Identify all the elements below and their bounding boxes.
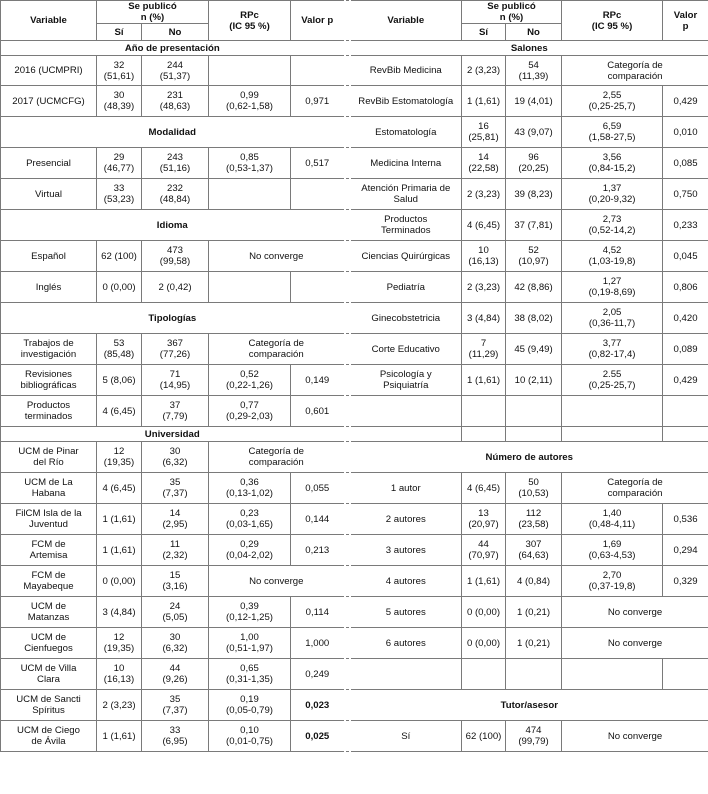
published-yes-cell: 44 (70,97) [462, 535, 506, 566]
variable-cell: 2 autores [350, 504, 462, 535]
rpc-cell: 2,55 (0,25-25,7) [562, 86, 663, 117]
published-yes-cell: 0 (0,00) [97, 566, 142, 597]
published-yes-cell: 2 (3,23) [462, 272, 506, 303]
table-row [1, 628, 708, 659]
pvalue-cell: 0,536 [663, 504, 708, 535]
pvalue-cell: 0,149 [291, 365, 345, 396]
variable-cell: UCM de Ciego de Ávila [1, 721, 97, 752]
pvalue-cell: 0,517 [291, 148, 345, 179]
section-heading-right: Número de autores [350, 442, 708, 473]
table-row [1, 566, 708, 597]
published-no-cell: 71 (14,95) [142, 365, 209, 396]
published-yes-cell: 1 (1,61) [97, 504, 142, 535]
published-no-cell: 43 (9,07) [506, 117, 562, 148]
pvalue-cell: 0,144 [291, 504, 345, 535]
published-no-cell: 1 (0,21) [506, 628, 562, 659]
empty-cell [462, 659, 506, 690]
published-yes-cell: 2 (3,23) [462, 56, 506, 86]
rpc-cell: 6,59 (1,58-27,5) [562, 117, 663, 148]
rpc-cell: 2.55 (0,25-25,7) [562, 365, 663, 396]
empty-cell [462, 427, 506, 442]
published-no-cell: 474 (99,79) [506, 721, 562, 752]
published-yes-cell: 30 (48,39) [97, 86, 142, 117]
empty-cell [506, 396, 562, 427]
published-no-cell: 42 (8,86) [506, 272, 562, 303]
published-no-cell: 1 (0,21) [506, 597, 562, 628]
header-yes-left: Sí [97, 24, 142, 41]
published-yes-cell: 12 (19,35) [97, 628, 142, 659]
variable-cell: Productos Terminados [350, 210, 462, 241]
published-yes-cell: 3 (4,84) [462, 303, 506, 334]
pvalue-cell [291, 272, 345, 303]
table-row [1, 241, 708, 272]
variable-cell: UCM de La Habana [1, 473, 97, 504]
empty-cell [506, 659, 562, 690]
published-yes-cell: 1 (1,61) [462, 566, 506, 597]
published-no-cell: 96 (20,25) [506, 148, 562, 179]
table-row [1, 504, 708, 535]
table-row [1, 272, 708, 303]
published-yes-cell: 7 (11,29) [462, 334, 506, 365]
published-yes-cell: 4 (6,45) [97, 473, 142, 504]
pvalue-cell: 0,420 [663, 303, 708, 334]
rpc-cell: 1,69 (0,63-4,53) [562, 535, 663, 566]
rpc-merged-cell: Categoría de comparación [562, 56, 708, 86]
variable-cell: Estomatología [350, 117, 462, 148]
published-no-cell: 33 (6,95) [142, 721, 209, 752]
pvalue-cell: 0,429 [663, 86, 708, 117]
empty-cell [663, 659, 708, 690]
published-no-cell: 37 (7,79) [142, 396, 209, 427]
table-row [1, 56, 708, 86]
rpc-cell [209, 56, 291, 86]
published-yes-cell: 12 (19,35) [97, 442, 142, 473]
rpc-cell: 1,37 (0,20-9,32) [562, 179, 663, 210]
published-yes-cell: 10 (16,13) [462, 241, 506, 272]
section-heading-left: Idioma [1, 210, 345, 241]
published-no-cell: 38 (8,02) [506, 303, 562, 334]
variable-cell: 1 autor [350, 473, 462, 504]
rpc-cell: 0,36 (0,13-1,02) [209, 473, 291, 504]
pvalue-cell: 0,213 [291, 535, 345, 566]
table-row [1, 721, 708, 752]
rpc-cell [209, 272, 291, 303]
published-no-cell: 231 (48,63) [142, 86, 209, 117]
rpc-cell: 2,73 (0,52-14,2) [562, 210, 663, 241]
header-no-left: No [142, 24, 209, 41]
table-row [1, 535, 708, 566]
published-yes-cell: 32 (51,61) [97, 56, 142, 86]
table-row [1, 41, 708, 56]
variable-cell: UCM de Cienfuegos [1, 628, 97, 659]
variable-cell: Español [1, 241, 97, 272]
table-row [1, 442, 708, 473]
pvalue-cell [291, 56, 345, 86]
header-rpc-left: RPc (IC 95 %) [209, 1, 291, 41]
published-no-cell: 112 (23,58) [506, 504, 562, 535]
empty-cell [350, 427, 462, 442]
published-no-cell: 14 (2,95) [142, 504, 209, 535]
header-no-right: No [506, 24, 562, 41]
section-heading-right: Tutor/asesor [350, 690, 708, 721]
header-published-left: Se publicó n (%) [97, 1, 209, 24]
published-yes-cell: 4 (6,45) [462, 210, 506, 241]
rpc-merged-cell: No converge [209, 566, 345, 597]
variable-cell: 3 autores [350, 535, 462, 566]
rpc-merged-cell: No converge [209, 241, 345, 272]
header-variable-left: Variable [1, 1, 97, 41]
published-no-cell: 307 (64,63) [506, 535, 562, 566]
published-no-cell: 4 (0,84) [506, 566, 562, 597]
published-no-cell: 367 (77,26) [142, 334, 209, 365]
published-yes-cell: 3 (4,84) [97, 597, 142, 628]
rpc-cell: 2,05 (0,36-11,7) [562, 303, 663, 334]
variable-cell: Ginecobstetricia [350, 303, 462, 334]
rpc-cell: 0,19 (0,05-0,79) [209, 690, 291, 721]
published-no-cell: 473 (99,58) [142, 241, 209, 272]
published-no-cell: 244 (51,37) [142, 56, 209, 86]
rpc-cell: 1,27 (0,19-8,69) [562, 272, 663, 303]
published-yes-cell: 10 (16,13) [97, 659, 142, 690]
published-yes-cell: 4 (6,45) [97, 396, 142, 427]
published-yes-cell: 0 (0,00) [97, 272, 142, 303]
published-yes-cell: 1 (1,61) [97, 721, 142, 752]
rpc-merged-cell: Categoría de comparación [209, 442, 345, 473]
variable-cell: Corte Educativo [350, 334, 462, 365]
variable-cell: UCM de Matanzas [1, 597, 97, 628]
published-no-cell: 24 (5,05) [142, 597, 209, 628]
pvalue-cell: 0,114 [291, 597, 345, 628]
rpc-cell: 4,52 (1,03-19,8) [562, 241, 663, 272]
variable-cell: Inglés [1, 272, 97, 303]
rpc-cell: 0,39 (0,12-1,25) [209, 597, 291, 628]
empty-cell [663, 396, 708, 427]
rpc-merged-cell: Categoría de comparación [562, 473, 708, 504]
header-rpc-right: RPc (IC 95 %) [562, 1, 663, 41]
pvalue-cell: 0,294 [663, 535, 708, 566]
published-no-cell: 52 (10,97) [506, 241, 562, 272]
published-yes-cell: 33 (53,23) [97, 179, 142, 210]
variable-cell: UCM de Sancti Spíritus [1, 690, 97, 721]
variable-cell: FCM de Mayabeque [1, 566, 97, 597]
rpc-merged-cell: No converge [562, 597, 708, 628]
variable-cell: Pediatría [350, 272, 462, 303]
rpc-merged-cell: No converge [562, 721, 708, 752]
published-yes-cell: 4 (6,45) [462, 473, 506, 504]
variable-cell: 6 autores [350, 628, 462, 659]
table-row [1, 659, 708, 690]
published-no-cell: 39 (8,23) [506, 179, 562, 210]
variable-cell: Virtual [1, 179, 97, 210]
variable-cell: Ciencias Quirúrgicas [350, 241, 462, 272]
header-published-right: Se publicó n (%) [462, 1, 562, 24]
pvalue-cell: 0,045 [663, 241, 708, 272]
variable-cell: Revisiones bibliográficas [1, 365, 97, 396]
section-heading-left: Modalidad [1, 117, 345, 148]
empty-cell [350, 659, 462, 690]
variable-cell: FCM de Artemisa [1, 535, 97, 566]
pvalue-cell: 0,010 [663, 117, 708, 148]
variable-cell: Medicina Interna [350, 148, 462, 179]
variable-cell: UCM de Villa Clara [1, 659, 97, 690]
pvalue-cell: 0,089 [663, 334, 708, 365]
rpc-cell: 0,23 (0,03-1,65) [209, 504, 291, 535]
rpc-merged-cell: No converge [562, 628, 708, 659]
rpc-cell [209, 179, 291, 210]
section-heading-right: Salones [350, 41, 708, 56]
table-row [1, 473, 708, 504]
published-yes-cell: 2 (3,23) [97, 690, 142, 721]
variable-cell: 5 autores [350, 597, 462, 628]
variable-cell: Presencial [1, 148, 97, 179]
rpc-cell: 3,77 (0,82-17,4) [562, 334, 663, 365]
pvalue-cell: 0,429 [663, 365, 708, 396]
published-yes-cell: 14 (22,58) [462, 148, 506, 179]
published-yes-cell: 0 (0,00) [462, 597, 506, 628]
rpc-cell: 0,29 (0,04-2,02) [209, 535, 291, 566]
published-no-cell: 2 (0,42) [142, 272, 209, 303]
section-heading-left: Tipologías [1, 303, 345, 334]
pvalue-cell: 0,025 [291, 721, 345, 752]
table-row [1, 597, 708, 628]
variable-cell: Atención Primaria de Salud [350, 179, 462, 210]
empty-cell [562, 427, 663, 442]
published-no-cell: 35 (7,37) [142, 473, 209, 504]
rpc-cell: 0,85 (0,53-1,37) [209, 148, 291, 179]
rpc-cell: 1,00 (0,51-1,97) [209, 628, 291, 659]
variable-cell: RevBib Medicina [350, 56, 462, 86]
pvalue-cell: 0,329 [663, 566, 708, 597]
variable-cell: Sí [350, 721, 462, 752]
published-no-cell: 37 (7,81) [506, 210, 562, 241]
published-no-cell: 243 (51,16) [142, 148, 209, 179]
published-no-cell: 54 (11,39) [506, 56, 562, 86]
variable-cell: RevBib Estomatología [350, 86, 462, 117]
published-no-cell: 30 (6,32) [142, 628, 209, 659]
published-no-cell: 50 (10,53) [506, 473, 562, 504]
empty-cell [350, 396, 462, 427]
empty-cell [663, 427, 708, 442]
header-pvalue-right: Valor p [663, 1, 708, 41]
published-yes-cell: 0 (0,00) [462, 628, 506, 659]
table-row [1, 210, 708, 241]
rpc-cell: 0,65 (0,31-1,35) [209, 659, 291, 690]
pvalue-cell: 0,601 [291, 396, 345, 427]
pvalue-cell [291, 179, 345, 210]
published-no-cell: 19 (4,01) [506, 86, 562, 117]
pvalue-cell: 0,233 [663, 210, 708, 241]
rpc-cell: 0,77 (0,29-2,03) [209, 396, 291, 427]
pvalue-cell: 0,249 [291, 659, 345, 690]
published-yes-cell: 16 (25,81) [462, 117, 506, 148]
published-no-cell: 10 (2,11) [506, 365, 562, 396]
empty-cell [562, 659, 663, 690]
published-no-cell: 30 (6,32) [142, 442, 209, 473]
table-row [1, 117, 708, 148]
rpc-cell: 0,10 (0,01-0,75) [209, 721, 291, 752]
table-row [1, 427, 708, 442]
published-yes-cell: 62 (100) [462, 721, 506, 752]
table-row [1, 690, 708, 721]
published-yes-cell: 13 (20,97) [462, 504, 506, 535]
published-no-cell: 44 (9,26) [142, 659, 209, 690]
published-yes-cell: 2 (3,23) [462, 179, 506, 210]
published-yes-cell: 53 (85,48) [97, 334, 142, 365]
published-yes-cell: 29 (46,77) [97, 148, 142, 179]
rpc-cell: 0,52 (0,22-1,26) [209, 365, 291, 396]
pvalue-cell: 0,085 [663, 148, 708, 179]
published-no-cell: 11 (2,32) [142, 535, 209, 566]
pvalue-cell: 0,806 [663, 272, 708, 303]
published-yes-cell: 5 (8,06) [97, 365, 142, 396]
rpc-cell: 1,40 (0,48-4,11) [562, 504, 663, 535]
rpc-merged-cell: Categoría de comparación [209, 334, 345, 365]
table-row [1, 396, 708, 427]
published-yes-cell: 62 (100) [97, 241, 142, 272]
variable-cell: Psicología y Psiquiatría [350, 365, 462, 396]
published-no-cell: 45 (9,49) [506, 334, 562, 365]
table-row [1, 365, 708, 396]
table-row [1, 303, 708, 334]
table-row [1, 86, 708, 117]
table-row [1, 179, 708, 210]
table-row [1, 334, 708, 365]
rpc-cell: 3,56 (0,84-15,2) [562, 148, 663, 179]
variable-cell: Productos terminados [1, 396, 97, 427]
empty-cell [562, 396, 663, 427]
section-heading-left: Año de presentación [1, 41, 345, 56]
header-variable-right: Variable [350, 1, 462, 41]
rpc-cell: 0,99 (0,62-1,58) [209, 86, 291, 117]
published-yes-cell: 1 (1,61) [97, 535, 142, 566]
rpc-cell: 2,70 (0,37-19,8) [562, 566, 663, 597]
empty-cell [462, 396, 506, 427]
published-no-cell: 35 (7,37) [142, 690, 209, 721]
pvalue-cell: 0,023 [291, 690, 345, 721]
pvalue-cell: 0,055 [291, 473, 345, 504]
variable-cell: Trabajos de investigación [1, 334, 97, 365]
variable-cell: 4 autores [350, 566, 462, 597]
variable-cell: FilCM Isla de la Juventud [1, 504, 97, 535]
header-pvalue-left: Valor p [291, 1, 345, 41]
pvalue-cell: 0,971 [291, 86, 345, 117]
table-row [1, 148, 708, 179]
variable-cell: UCM de Pinar del Río [1, 442, 97, 473]
variable-cell: 2017 (UCMCFG) [1, 86, 97, 117]
header-yes-right: Sí [462, 24, 506, 41]
variable-cell: 2016 (UCMPRI) [1, 56, 97, 86]
pvalue-cell: 0,750 [663, 179, 708, 210]
published-yes-cell: 1 (1,61) [462, 365, 506, 396]
empty-cell [506, 427, 562, 442]
section-heading-left: Universidad [1, 427, 345, 442]
published-no-cell: 232 (48,84) [142, 179, 209, 210]
published-yes-cell: 1 (1,61) [462, 86, 506, 117]
published-no-cell: 15 (3,16) [142, 566, 209, 597]
pvalue-cell: 1,000 [291, 628, 345, 659]
